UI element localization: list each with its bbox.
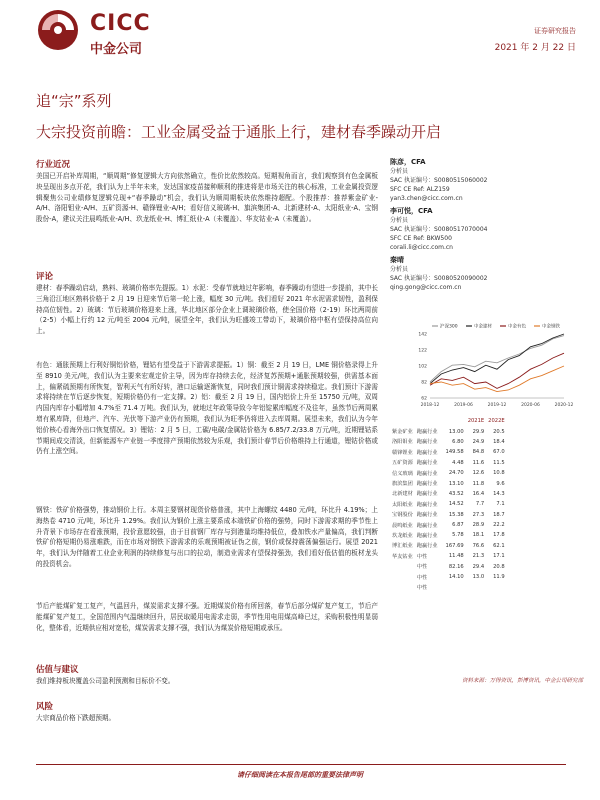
author-line: SAC 执证编号：S0080517070004 [390, 226, 488, 233]
table-cell: 22.2 [493, 522, 505, 529]
table-cell: 13.10 [448, 480, 464, 487]
table-row [390, 499, 507, 509]
table-cell: 11.48 [448, 553, 464, 560]
table-cell: 13.0 [472, 574, 485, 581]
review-p3: 钢铁：铁矿价格强势，推动钢价上行。本周主要钢材现货价格普涨，其中上海螺纹 4480 元/吨，环比升 4.19%；上海热卷 4710 元/吨，环比升 1.29%。我们认为钢价上涨主要系成本端铁矿价格的强势，同时下游需求期的季节性上升背景下市场存在看涨预期，投价意愿较强，由于目前钢厂库存与到港量均维持低位，叠加铁水产量偏高，我们判断铁矿价格短期仍易涨难跌，而在市场对钢铁下游需求的乐观预期被证伪之前，钢价或保持震荡偏强运行。展望 2021 年，我们认为伴随着工业企业利润的持续修复与出口的拉动，制造业需求有望保持强劲，我们看好低估值的板材龙头的投资机会。 [36, 506, 378, 568]
table-cell: 14.10 [448, 574, 464, 581]
table-cell: 中性 [416, 574, 428, 581]
table-cell: 跑赢行业 [416, 460, 438, 467]
table-cell: 11.8 [472, 480, 485, 487]
table-cell [390, 582, 415, 592]
series-title: 追“宗”系列 [36, 92, 112, 110]
table-row [390, 582, 507, 592]
legal-footer: 请仔细阅读在本报告尾部的重要法律声明 [237, 771, 363, 779]
table-cell: 宝钢股份 [392, 512, 413, 519]
report-type: 证券研究报告 [534, 27, 576, 35]
table-cell [390, 561, 415, 571]
author-line: SFC CE Ref: ALZ159 [390, 186, 450, 193]
table-cell: 跑赢行业 [416, 543, 438, 550]
table-cell [466, 582, 486, 592]
table-cell: 82.16 [448, 563, 464, 570]
table-cell: 11.9 [493, 574, 505, 581]
table-row [390, 426, 507, 436]
table-row [390, 510, 507, 520]
legend-label: 中金钢铁 [542, 324, 560, 330]
table-header-row [390, 416, 507, 426]
table-cell: 跑赢行业 [416, 532, 438, 539]
author-3 [390, 256, 570, 292]
table-header-cell: 2021E [467, 418, 485, 425]
table-header-cell [415, 416, 440, 426]
table-cell: 跑赢行业 [416, 522, 438, 529]
author-line: corali.li@cicc.com.cn [390, 244, 453, 251]
table-cell: 21.3 [472, 553, 485, 560]
y-tick-label: 122 [418, 348, 427, 354]
table-cell: 信义玻璃 [392, 470, 413, 477]
table-cell [486, 582, 506, 592]
brand-en: CICC [90, 11, 151, 36]
table-cell: 中性 [416, 553, 428, 560]
table-cell: 13.00 [448, 428, 464, 435]
y-tick-label: 62 [421, 396, 427, 402]
review-p1: 建材：春季躁动启动，熟料、玻璃价格率先提振。1）水泥：受春节就地过年影响，春季躁动有望进一步提前，其中长三角沿江地区熟料价格于 2 月 19 日迎来节后第一轮上涨，幅度 30 元/吨。我们看好 2021 年水泥需求韧性，盈利保持高位韧性。2）玻璃：节后玻璃价格迎来上涨，华北地区部分企业上调玻璃价格，使全国价格（2-19）环比两周前（2-5）小幅上行约 12 元/吨至 2004 元/吨，展望全年，我们认为旺盛竣工带动下，玻璃价格中枢有望保持高位向上。 [36, 284, 378, 336]
table-header-cell: 2022E [488, 418, 505, 425]
author-line: yan3.chen@cicc.com.cn [390, 195, 463, 202]
x-tick-label: 2020-12 [554, 403, 574, 408]
table-cell: 中性 [416, 564, 428, 571]
y-tick-label: 102 [418, 364, 427, 370]
legend-label: 中金有色 [508, 324, 526, 330]
table-cell: 10.8 [493, 470, 505, 477]
table-cell: 17.1 [493, 553, 505, 560]
table-row [390, 468, 507, 478]
y-tick-label: 142 [418, 332, 427, 338]
author-line: SAC 执证编号：S0080515060002 [390, 177, 488, 184]
table-row [390, 478, 507, 488]
table-cell: 43.52 [448, 490, 464, 497]
legend-label: 沪深300 [440, 324, 458, 330]
author-role: 分析员 [390, 217, 409, 224]
x-tick-label: 2020-06 [521, 403, 540, 408]
table-cell: 17.8 [493, 532, 505, 539]
table-cell: 149.58 [445, 449, 464, 456]
table-cell: 紫金矿业 [392, 429, 413, 436]
table-cell: 4.48 [452, 459, 464, 466]
table-cell: 北新建材 [392, 491, 413, 498]
report-date: 2021 年 2 月 22 日 [494, 43, 576, 53]
table-cell: 洛阳钼业 [392, 439, 413, 446]
table-row [390, 520, 507, 530]
author-name: 秦晴 [390, 256, 404, 264]
table-row [390, 437, 507, 447]
y-tick-label: 82 [421, 380, 427, 386]
table-cell: 跑赢行业 [416, 449, 438, 456]
author-list [390, 158, 570, 292]
stock-table-wrap [390, 416, 568, 593]
author-line: SAC 执证编号：S0080520090002 [390, 275, 488, 282]
table-cell: 赣锋锂业 [392, 449, 413, 456]
table-cell: 62.1 [493, 542, 505, 549]
table-row [390, 561, 507, 571]
table-cell: 20.5 [493, 428, 505, 435]
table-cell: 11.6 [472, 459, 485, 466]
stock-table [390, 416, 507, 593]
series-line [430, 334, 564, 384]
author-2 [390, 207, 570, 252]
table-cell: 20.8 [493, 563, 505, 570]
table-cell: 跑赢行业 [416, 481, 438, 488]
table-cell: 5.78 [452, 532, 464, 539]
brand-cn: 中金公司 [90, 42, 143, 57]
footer-divider [36, 764, 566, 765]
table-cell: 7.1 [496, 501, 505, 508]
table-cell: 18.1 [472, 532, 485, 539]
table-cell: 跑赢行业 [416, 512, 438, 519]
table-cell: 167.69 [445, 542, 464, 549]
table-cell: 76.6 [472, 542, 485, 549]
table-cell: 12.6 [472, 470, 485, 477]
review-p4: 节后产能煤矿复工复产，气温回升，煤炭需求支撑不强。近期煤炭价格有所回落，春节后部分煤矿复产复工，节后产能煤矿复产复工，全国范围内气温继续回升，居民取暖用电需求走弱，季节性用电用煤高峰已过，采购积极性明显弱化，整体看，近期供应相对宽松，煤炭需求支撑不强，我们认为煤炭价格短期或承压。 [36, 602, 378, 632]
table-header-cell [390, 416, 415, 426]
table-cell: 晨鸣纸业 [392, 522, 413, 529]
source-note: 资料来源：万得资讯，彭博资讯，中金公司研究部 [462, 678, 584, 684]
table-cell: 67.0 [493, 449, 505, 456]
author-role: 分析员 [390, 266, 409, 273]
table-cell: 14.3 [493, 490, 505, 497]
table-cell: 五矿资源 [392, 460, 413, 467]
table-row [390, 551, 507, 561]
report-title: 大宗投资前瞻：工业金属受益于通胀上行，建材春季躁动开启 [36, 123, 442, 141]
table-cell: 9.6 [496, 480, 505, 487]
table-cell: 15.38 [448, 511, 464, 518]
valuation-heading: 估值与建议 [36, 665, 79, 675]
table-cell: 中性 [416, 584, 428, 591]
table-cell: 18.4 [493, 438, 505, 445]
author-name: 李可悦，CFA [390, 207, 433, 215]
table-cell: 7.7 [475, 501, 485, 508]
table-row [390, 541, 507, 551]
table-cell: 11.5 [493, 459, 505, 466]
table-cell: 旗滨集团 [392, 481, 413, 488]
series-line [430, 366, 564, 392]
table-cell: 27.3 [472, 511, 485, 518]
table-header-cell [444, 416, 466, 426]
table-cell: 29.4 [472, 563, 485, 570]
table-cell: 6.80 [452, 438, 464, 445]
table-cell: 华友钴业 [392, 553, 413, 560]
author-role: 分析员 [390, 168, 409, 175]
table-cell: 跑赢行业 [416, 491, 438, 498]
table-cell [390, 572, 415, 582]
review-heading: 评论 [36, 272, 54, 282]
table-cell: 跑赢行业 [416, 501, 438, 508]
table-row [390, 530, 507, 540]
table-cell: 玖龙纸业 [392, 532, 413, 539]
table-cell: 84.8 [472, 449, 485, 456]
x-tick-label: 2019-12 [487, 403, 507, 408]
cicc-logo-icon [36, 8, 80, 52]
table-cell: 跑赢行业 [416, 439, 438, 446]
author-line: qing.gong@cicc.com.cn [390, 284, 462, 291]
table-row [390, 447, 507, 457]
table-row [390, 572, 507, 582]
table-cell: 29.9 [472, 428, 485, 435]
x-tick-label: 2018-12 [420, 403, 440, 408]
table-cell: 24.70 [448, 470, 464, 477]
table-cell: 24.9 [472, 438, 485, 445]
author-line: SFC CE Ref: BKW500 [390, 235, 452, 242]
table-cell: 博汇纸业 [392, 543, 413, 550]
summary-heading: 行业近况 [36, 160, 71, 170]
table-cell: 16.4 [472, 490, 485, 497]
sector-performance-chart [408, 320, 574, 410]
table-cell [444, 582, 466, 592]
summary-text: 美国已开启补库周期，“顺周期”修复逻辑大方向依然确立，性价比依然较高。短期视角而言，我们观察到有色金属板块呈现出多点开花，我们认为上半年未来，发达国家疫苗接种顺利的推进将是市场关注的核心标准，工业金属投资逻辑聚焦公司业绩修复逻辑兑现+“春季躁动”机会，我们认为顺周期板块依然维持超配。个股推荐：推荐紫金矿业-A/H、洛阳钼业-A/H、五矿资源-H、赣锋锂业-A/H；看好信义玻璃-H、旗滨集团-A、北新建材-A、太阳纸业-A、宝钢股份-A，建议关注晨鸣纸业-A/H、玖龙纸业-H、博汇纸业-A（未覆盖）、华友钴业-A（未覆盖）。 [36, 172, 378, 224]
table-cell: 14.52 [448, 501, 464, 508]
author-name: 陈彦，CFA [390, 158, 426, 166]
valuation-text: 我们维持板块覆盖公司盈利预测和目标价不变。 [36, 677, 175, 685]
table-cell: 28.9 [472, 522, 485, 529]
table-row [390, 489, 507, 499]
table-row [390, 458, 507, 468]
table-cell: 6.87 [452, 522, 464, 529]
table-cell: 18.7 [493, 511, 505, 518]
risk-text: 大宗商品价格下跌超预期。 [36, 714, 116, 722]
risk-heading: 风险 [36, 702, 54, 712]
table-cell: 跑赢行业 [416, 470, 438, 477]
review-p2: 有色：通胀预期上行利好铜铝价格，锂钴有望受益于下游需求提振。1）铜：截至 2 月 19 日，LME 铜价格录得上升至 8910 美元/吨，我们认为主要来宏观定价主导，因为库存持续去化，经济复苏预期+通胀预期较强，供需基本面上，偏紧硫预期有所恢复，智利天气有所好转，港口运输逐渐恢复，同时我们预计铜需求持续稳定。我们预计下游需求将持续在节后逐步恢复，短期价格仍有一定支撑。2）铝：截至 2 月 19 日，国内铝价上升至 15750 元/吨，双周内国内库存小幅增加 4.7%至 71.4 万吨。我们认为，就地过年政策导致今年铝锭累库幅度不及往年，虽然节后两周累增有累库降，但地产、汽车、光伏等下游产业仍有预期，我们认为旺季仍将进入去库周期。展望未来，我们认为今年铝价核心看海外出口恢复情况。3）锂钴：2 月 5 日，工碳/电碳/金属钴价格为 6.85/7.2/33.8 万元/吨，近期锂钴系节期间成交清淡，但新能源车产业链一季度排产预期依然较为乐观，我们预计春节后价格维持上行通道，锂钴价格或仍有上涨空间。 [36, 361, 378, 456]
table-cell: 跑赢行业 [416, 429, 438, 436]
table-cell: 太阳纸业 [392, 501, 413, 508]
x-tick-label: 2019-06 [454, 403, 473, 408]
legend-label: 中金建材 [474, 324, 492, 330]
author-1 [390, 158, 570, 203]
